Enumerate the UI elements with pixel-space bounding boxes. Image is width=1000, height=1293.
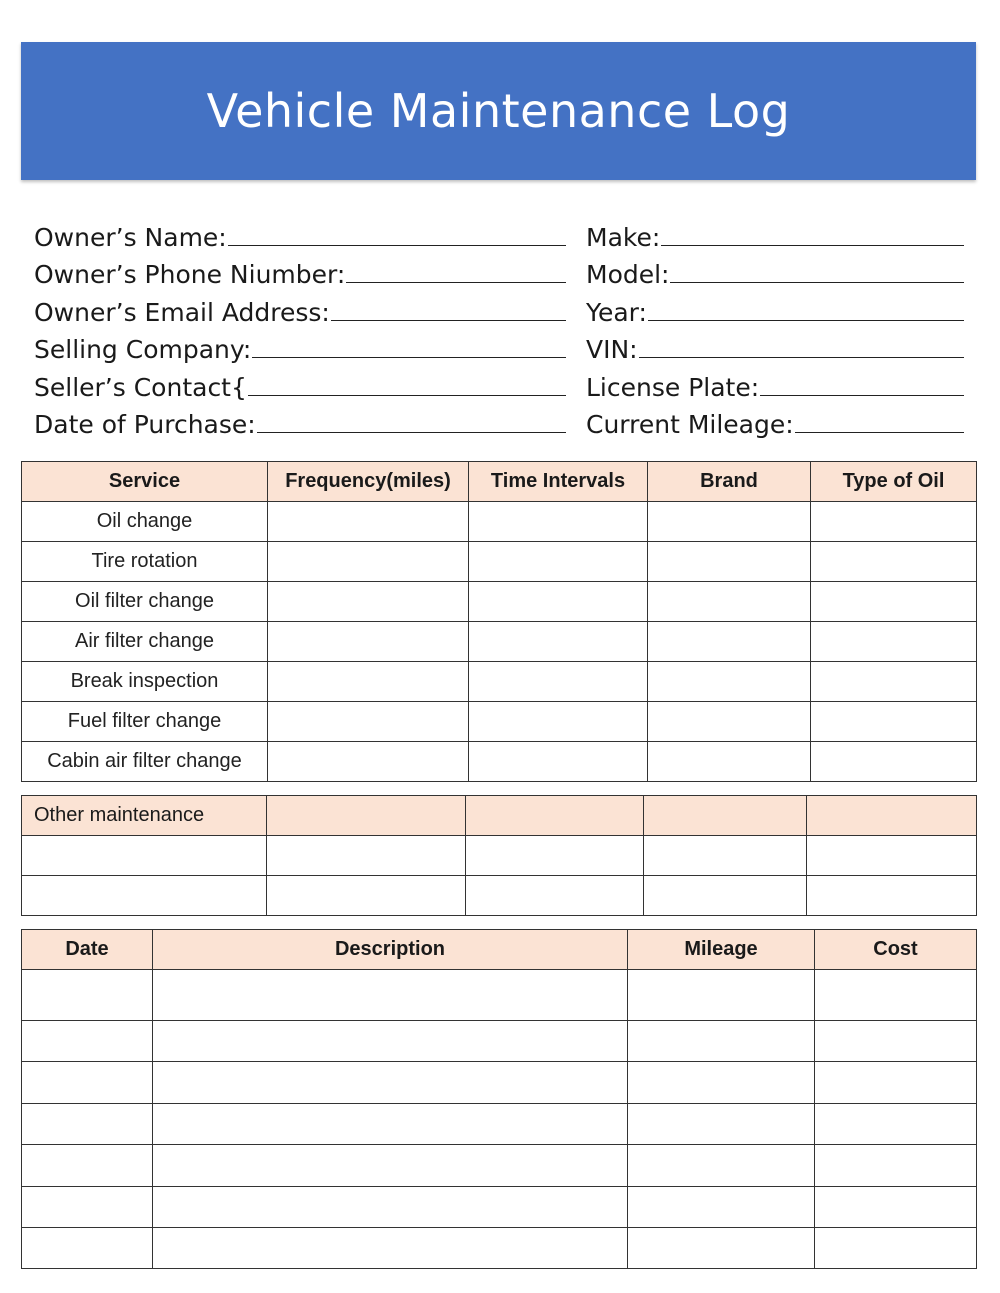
column-header-description: Description [153, 930, 628, 970]
table-cell[interactable] [628, 1145, 815, 1186]
table-cell[interactable] [22, 1062, 153, 1103]
table-cell[interactable] [469, 502, 648, 542]
table-cell[interactable] [648, 742, 811, 782]
table-cell[interactable] [268, 742, 469, 782]
field-label: Seller’s Contact{ [34, 372, 247, 402]
header-cell [644, 796, 807, 836]
owner-info-column [34, 212, 566, 440]
table-row [22, 622, 977, 662]
table-row [22, 582, 977, 622]
year-field[interactable] [586, 287, 964, 325]
services-table [21, 461, 977, 782]
table-cell[interactable] [628, 1227, 815, 1268]
vehicle-info-column [586, 212, 964, 440]
service-name: Oil filter change [22, 582, 268, 622]
table-cell[interactable] [811, 742, 977, 782]
table-cell[interactable] [466, 876, 644, 916]
header-cell [267, 796, 466, 836]
license-plate-field[interactable] [586, 362, 964, 400]
column-header-frequency: Frequency(miles) [268, 462, 469, 502]
field-label: VIN: [586, 335, 638, 364]
column-header-mileage: Mileage [628, 930, 815, 970]
service-name: Tire rotation [22, 542, 268, 582]
table-cell[interactable] [628, 1186, 815, 1227]
owner-phone-field[interactable] [34, 250, 566, 288]
table-row [22, 876, 977, 916]
table-cell[interactable] [811, 502, 977, 542]
table-cell[interactable] [267, 876, 466, 916]
column-header-service: Service [22, 462, 268, 502]
table-row [22, 1227, 977, 1268]
column-header-cost: Cost [815, 930, 977, 970]
table-cell[interactable] [153, 1103, 628, 1144]
table-cell[interactable] [268, 662, 469, 702]
table-cell[interactable] [268, 582, 469, 622]
table-cell[interactable] [22, 1021, 153, 1062]
table-cell[interactable] [268, 622, 469, 662]
table-row [22, 662, 977, 702]
table-cell[interactable] [648, 662, 811, 702]
table-cell[interactable] [644, 836, 807, 876]
fill-line[interactable] [795, 432, 964, 433]
field-label: Current Mileage: [586, 410, 794, 439]
table-cell[interactable] [22, 836, 267, 876]
table-header-row [22, 930, 977, 970]
fill-line[interactable] [346, 282, 566, 283]
table-cell[interactable] [644, 876, 807, 916]
fill-line[interactable] [760, 395, 964, 396]
table-cell[interactable] [469, 702, 648, 742]
table-cell[interactable] [811, 622, 977, 662]
model-field[interactable] [586, 250, 964, 288]
field-label: Year: [586, 297, 647, 327]
table-row [22, 836, 977, 876]
table-cell[interactable] [807, 836, 977, 876]
column-header-brand: Brand [648, 462, 811, 502]
table-cell[interactable] [153, 970, 628, 1021]
table-row [22, 502, 977, 542]
field-label: Owner’s Name: [34, 222, 227, 252]
table-cell[interactable] [469, 742, 648, 782]
fill-line[interactable] [257, 432, 566, 433]
table-row [22, 1103, 977, 1144]
table-cell[interactable] [268, 502, 469, 542]
fill-line[interactable] [252, 357, 566, 358]
column-header-type-of-oil: Type of Oil [811, 462, 977, 502]
other-maintenance-label: Other maintenance [22, 796, 267, 836]
table-cell[interactable] [268, 702, 469, 742]
table-cell[interactable] [153, 1062, 628, 1103]
make-field[interactable] [586, 212, 964, 250]
current-mileage-field[interactable] [586, 400, 964, 438]
title-banner [21, 42, 976, 180]
service-name: Fuel filter change [22, 702, 268, 742]
owner-email-field[interactable] [34, 287, 566, 325]
field-label: Make: [586, 222, 661, 252]
table-cell[interactable] [815, 1145, 977, 1186]
table-cell[interactable] [22, 1145, 153, 1186]
header-cell [807, 796, 977, 836]
table-cell[interactable] [22, 1227, 153, 1268]
selling-company-field[interactable] [34, 325, 566, 363]
field-label: Owner’s Phone Niumber: [34, 260, 346, 289]
table-row [22, 970, 977, 1021]
table-cell[interactable] [815, 1021, 977, 1062]
table-cell[interactable] [815, 1103, 977, 1144]
fill-line[interactable] [228, 245, 566, 246]
service-name: Cabin air filter change [22, 742, 268, 782]
field-label: Owner’s Email Address: [34, 297, 330, 327]
table-cell[interactable] [22, 970, 153, 1021]
seller-contact-field[interactable] [34, 362, 566, 400]
table-row [22, 702, 977, 742]
header-cell [466, 796, 644, 836]
table-row [22, 1021, 977, 1062]
table-cell[interactable] [628, 970, 815, 1021]
table-cell[interactable] [648, 582, 811, 622]
fill-line[interactable] [331, 320, 566, 321]
other-maintenance-table [21, 795, 977, 916]
table-cell[interactable] [648, 702, 811, 742]
table-cell[interactable] [628, 1103, 815, 1144]
table-cell[interactable] [811, 662, 977, 702]
info-section [34, 212, 964, 440]
service-name: Oil change [22, 502, 268, 542]
table-cell[interactable] [469, 582, 648, 622]
table-cell[interactable] [22, 1103, 153, 1144]
field-label: Selling Company: [34, 335, 252, 364]
fill-line[interactable] [670, 282, 964, 283]
table-cell[interactable] [267, 836, 466, 876]
table-cell[interactable] [469, 662, 648, 702]
table-cell[interactable] [153, 1227, 628, 1268]
table-row [22, 1145, 977, 1186]
table-header-row [22, 796, 977, 836]
table-row [22, 1186, 977, 1227]
table-header-row [22, 462, 977, 502]
field-label: License Plate: [586, 372, 760, 402]
table-cell[interactable] [153, 1145, 628, 1186]
table-cell[interactable] [22, 1186, 153, 1227]
table-cell[interactable] [811, 542, 977, 582]
table-cell[interactable] [815, 1062, 977, 1103]
column-header-date: Date [22, 930, 153, 970]
table-cell[interactable] [466, 836, 644, 876]
table-cell[interactable] [815, 970, 977, 1021]
table-cell[interactable] [815, 1227, 977, 1268]
fill-line[interactable] [661, 245, 964, 246]
table-row [22, 742, 977, 782]
table-cell[interactable] [268, 542, 469, 582]
table-cell[interactable] [628, 1021, 815, 1062]
service-name: Break inspection [22, 662, 268, 702]
table-cell[interactable] [469, 622, 648, 662]
table-cell[interactable] [811, 582, 977, 622]
table-cell[interactable] [22, 876, 267, 916]
maintenance-log-table [21, 929, 977, 1269]
table-cell[interactable] [153, 1186, 628, 1227]
table-cell[interactable] [811, 702, 977, 742]
fill-line[interactable] [648, 320, 964, 321]
page-title: Vehicle Maintenance Log [206, 84, 791, 138]
fill-line[interactable] [248, 395, 566, 396]
vin-field[interactable] [586, 325, 964, 363]
table-cell[interactable] [648, 542, 811, 582]
table-cell[interactable] [469, 542, 648, 582]
fill-line[interactable] [639, 357, 964, 358]
table-cell[interactable] [815, 1186, 977, 1227]
field-label: Model: [586, 260, 670, 289]
table-cell[interactable] [153, 1021, 628, 1062]
purchase-date-field[interactable] [34, 400, 566, 438]
service-name: Air filter change [22, 622, 268, 662]
column-header-time-intervals: Time Intervals [469, 462, 648, 502]
table-cell[interactable] [648, 502, 811, 542]
field-label: Date of Purchase: [34, 410, 256, 439]
owner-name-field[interactable] [34, 212, 566, 250]
table-row [22, 542, 977, 582]
table-cell[interactable] [648, 622, 811, 662]
table-cell[interactable] [807, 876, 977, 916]
table-row [22, 1062, 977, 1103]
table-cell[interactable] [628, 1062, 815, 1103]
